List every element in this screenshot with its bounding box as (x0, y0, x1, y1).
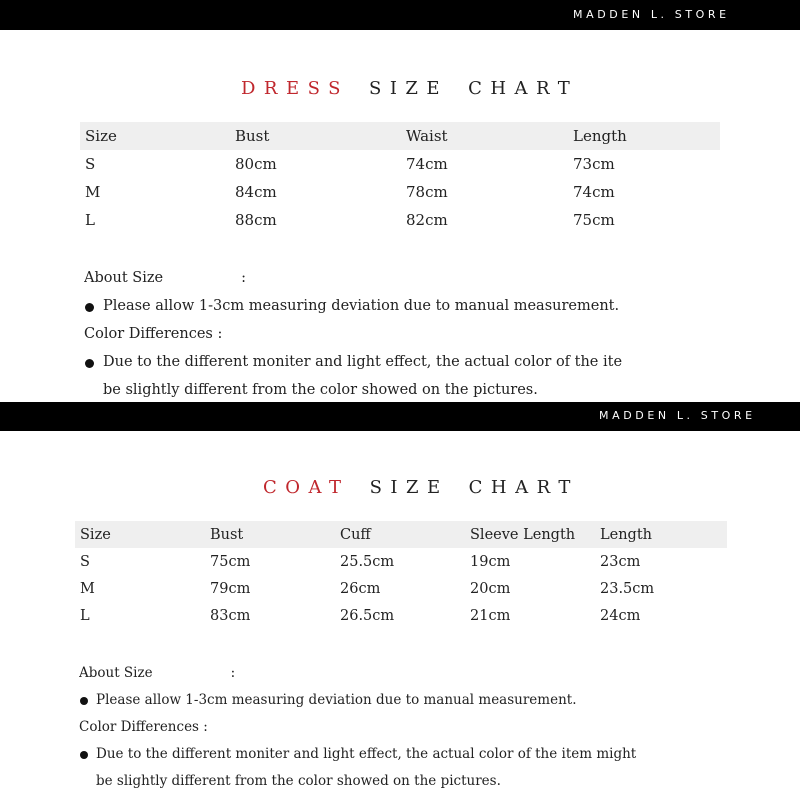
store-name: MADDEN L. STORE (573, 8, 730, 21)
bullet-icon (85, 303, 94, 312)
table-row (75, 548, 727, 575)
header-cell: Bust (230, 122, 401, 150)
table-cell: 20cm (470, 580, 511, 597)
table-row (80, 150, 720, 178)
about-size-text: Please allow 1-3cm measuring deviation due to manual measurement. (96, 692, 577, 708)
header-cell: Size (75, 521, 205, 548)
table-cell: M (80, 580, 95, 597)
table-cell: 75cm (573, 211, 615, 229)
table-cell: 21cm (470, 607, 511, 624)
header-cell: Sleeve Length (465, 521, 595, 548)
color-differences-text-1: Due to the different moniter and light effect, the actual color of the ite (103, 354, 623, 370)
about-size-heading (84, 266, 744, 294)
header-cell: Length (568, 122, 720, 150)
table-cell: 79cm (210, 580, 251, 597)
title-word-chart: CHART (468, 78, 579, 99)
table-cell: 83cm (210, 607, 251, 624)
color-differences-heading: Color Differences : (84, 326, 223, 342)
table-cell: L (80, 607, 90, 624)
table-cell: 75cm (210, 553, 251, 570)
about-size-note (84, 294, 744, 322)
color-differences-text-2: be slightly different from the color showed on the pictures. (96, 773, 501, 789)
about-size-label: About Size (84, 270, 164, 286)
color-differences-note (79, 742, 739, 769)
header-cell: Length (595, 521, 727, 548)
header-cell: Bust (205, 521, 335, 548)
coat-chart-title (263, 477, 579, 498)
table-cell: 26.5cm (340, 607, 395, 624)
table-cell: 73cm (573, 155, 615, 173)
title-accent-word: DRESS (241, 78, 349, 99)
table-header-row (75, 521, 727, 548)
dress-chart-title (241, 78, 578, 99)
coat-size-chart-panel (0, 402, 800, 800)
table-row (80, 178, 720, 206)
title-word-size: SIZE (368, 78, 449, 99)
about-size-text: Please allow 1-3cm measuring deviation due to manual measurement. (103, 298, 620, 314)
color-differences-text-2: be slightly different from the color showed on the pictures. (103, 382, 538, 398)
table-cell: 23.5cm (600, 580, 655, 597)
bullet-icon (80, 697, 88, 705)
table-cell: 24cm (600, 607, 641, 624)
store-name: MADDEN L. STORE (599, 409, 756, 422)
table-cell: 25.5cm (340, 553, 395, 570)
about-size-note (79, 688, 739, 715)
title-word-size: SIZE (369, 477, 449, 498)
table-cell: 26cm (340, 580, 381, 597)
about-size-label: About Size (79, 665, 153, 681)
color-differences-text-1: Due to the different moniter and light effect, the actual color of the item might (96, 746, 637, 762)
bullet-icon (80, 751, 88, 759)
table-cell: S (80, 553, 90, 570)
table-row (80, 206, 720, 234)
coat-size-table (75, 521, 727, 629)
about-size-colon: : (230, 665, 236, 681)
table-header-row (80, 122, 720, 150)
dress-size-table (80, 122, 720, 234)
store-header-bar (0, 402, 800, 431)
table-cell: 78cm (406, 183, 448, 201)
table-cell: 19cm (470, 553, 511, 570)
table-cell: 23cm (600, 553, 641, 570)
about-size-heading (79, 661, 739, 688)
table-row (75, 575, 727, 602)
table-cell: M (85, 183, 101, 201)
table-cell: 74cm (406, 155, 448, 173)
header-cell: Size (80, 122, 230, 150)
title-accent-word: COAT (263, 477, 350, 498)
header-cell: Waist (401, 122, 568, 150)
color-differences-note (84, 350, 744, 378)
table-cell: 80cm (235, 155, 277, 173)
color-differences-heading: Color Differences : (79, 719, 208, 735)
coat-notes (79, 661, 739, 796)
store-header-bar (0, 0, 800, 30)
table-row (75, 602, 727, 629)
title-word-chart: CHART (468, 477, 579, 498)
table-cell: 84cm (235, 183, 277, 201)
table-cell: 82cm (406, 211, 448, 229)
table-cell: 74cm (573, 183, 615, 201)
about-size-colon: : (241, 270, 246, 286)
table-cell: S (85, 155, 96, 173)
table-cell: 88cm (235, 211, 277, 229)
dress-notes (84, 266, 744, 402)
table-cell: L (85, 211, 95, 229)
header-cell: Cuff (335, 521, 465, 548)
bullet-icon (85, 359, 94, 368)
